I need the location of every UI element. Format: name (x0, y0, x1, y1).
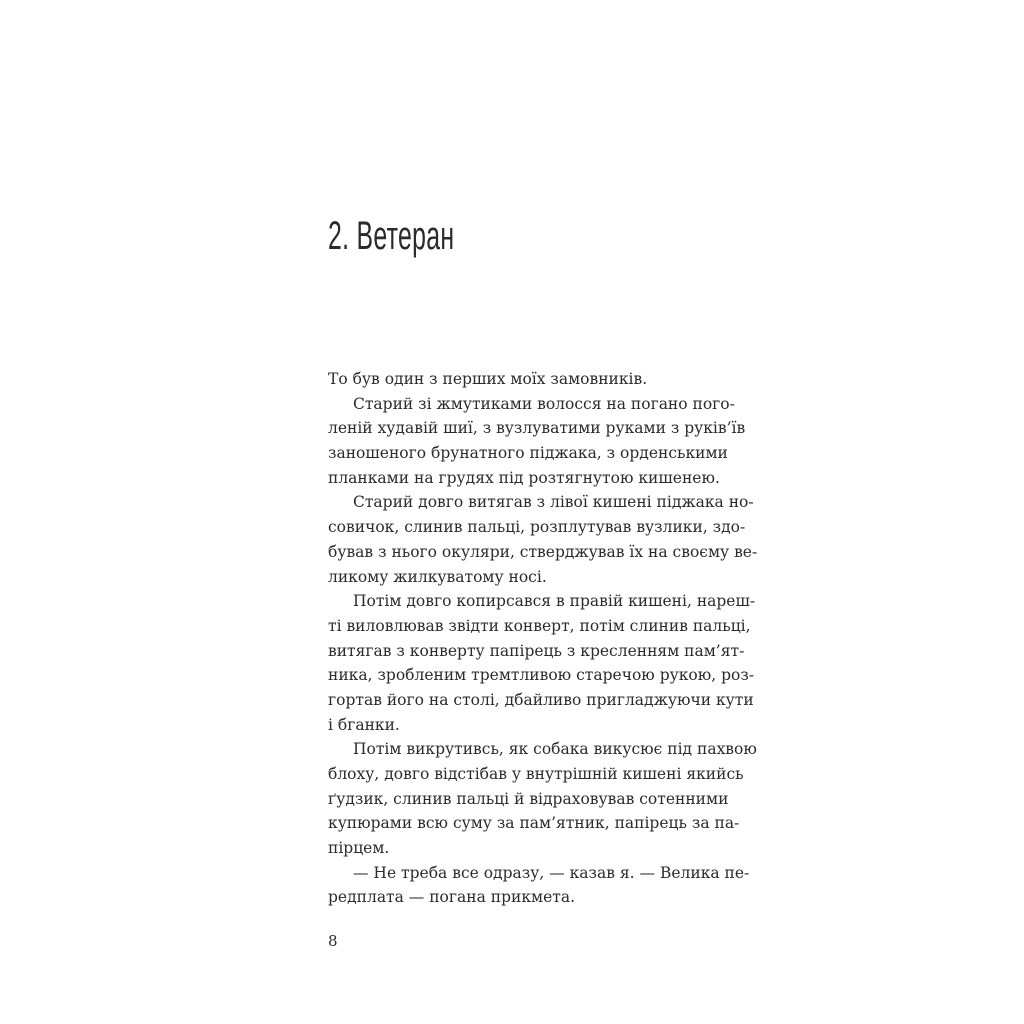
paragraph-line: гортав його на столі, дбайливо пригладжуючи кути (328, 690, 754, 709)
paragraph-line: ґудзик, слинив пальці й відраховував сотенними (328, 789, 729, 808)
paragraph-line: планками на грудях під розтягнутою кишенею. (328, 468, 720, 487)
paragraph-line: і бганки. (328, 715, 400, 734)
paragraph-line: Старий зі жмутиками волосся на погано пого- (353, 394, 735, 413)
paragraph-line: ликому жилкуватому носі. (328, 567, 547, 586)
paragraph-line: пірцем. (328, 839, 390, 858)
page-number: 8 (328, 932, 338, 950)
paragraph-line: Потім викрутивсь, як собака викусює під пахвою (353, 740, 757, 759)
paragraph-line: То був один з перших моїх замовників. (328, 370, 648, 388)
paragraph-line: витягав з конверту папірець з кресленням пам’ят- (328, 641, 745, 660)
paragraph-line: ника, зробленим тремтливою старечою рукою, роз- (328, 666, 755, 685)
paragraph-line: блоху, довго відстібав у внутрішній кишені якийсь (328, 765, 744, 783)
chapter-title: 2. Ветеран (328, 214, 455, 258)
paragraph-line: бував з нього окуляри, стверджував їх на своєму ве- (328, 542, 758, 561)
paragraph-line: — Не треба все одразу, — казав я. — Велика пе- (353, 863, 750, 882)
body-text (328, 367, 758, 910)
paragraph-line: купюрами всю суму за пам’ятник, папірець за па- (328, 814, 740, 833)
paragraph-line: Старий довго витягав з лівої кишені піджака но- (353, 493, 754, 512)
paragraph-line: леній худавій шиї, з вузлуватими руками з руків’їв (328, 419, 746, 438)
paragraph-line: ті виловлював звідти конверт, потім слинив пальці, (328, 616, 751, 635)
paragraph-line: заношеного брунатного піджака, з орденськими (328, 444, 728, 463)
paragraph-line: Потім довго копирсався в правій кишені, нареш- (353, 592, 756, 611)
paragraph-line: редплата — погана прикмета. (328, 888, 575, 907)
paragraph-line: совичок, слинив пальці, розплутував вузлики, здо- (328, 518, 746, 537)
